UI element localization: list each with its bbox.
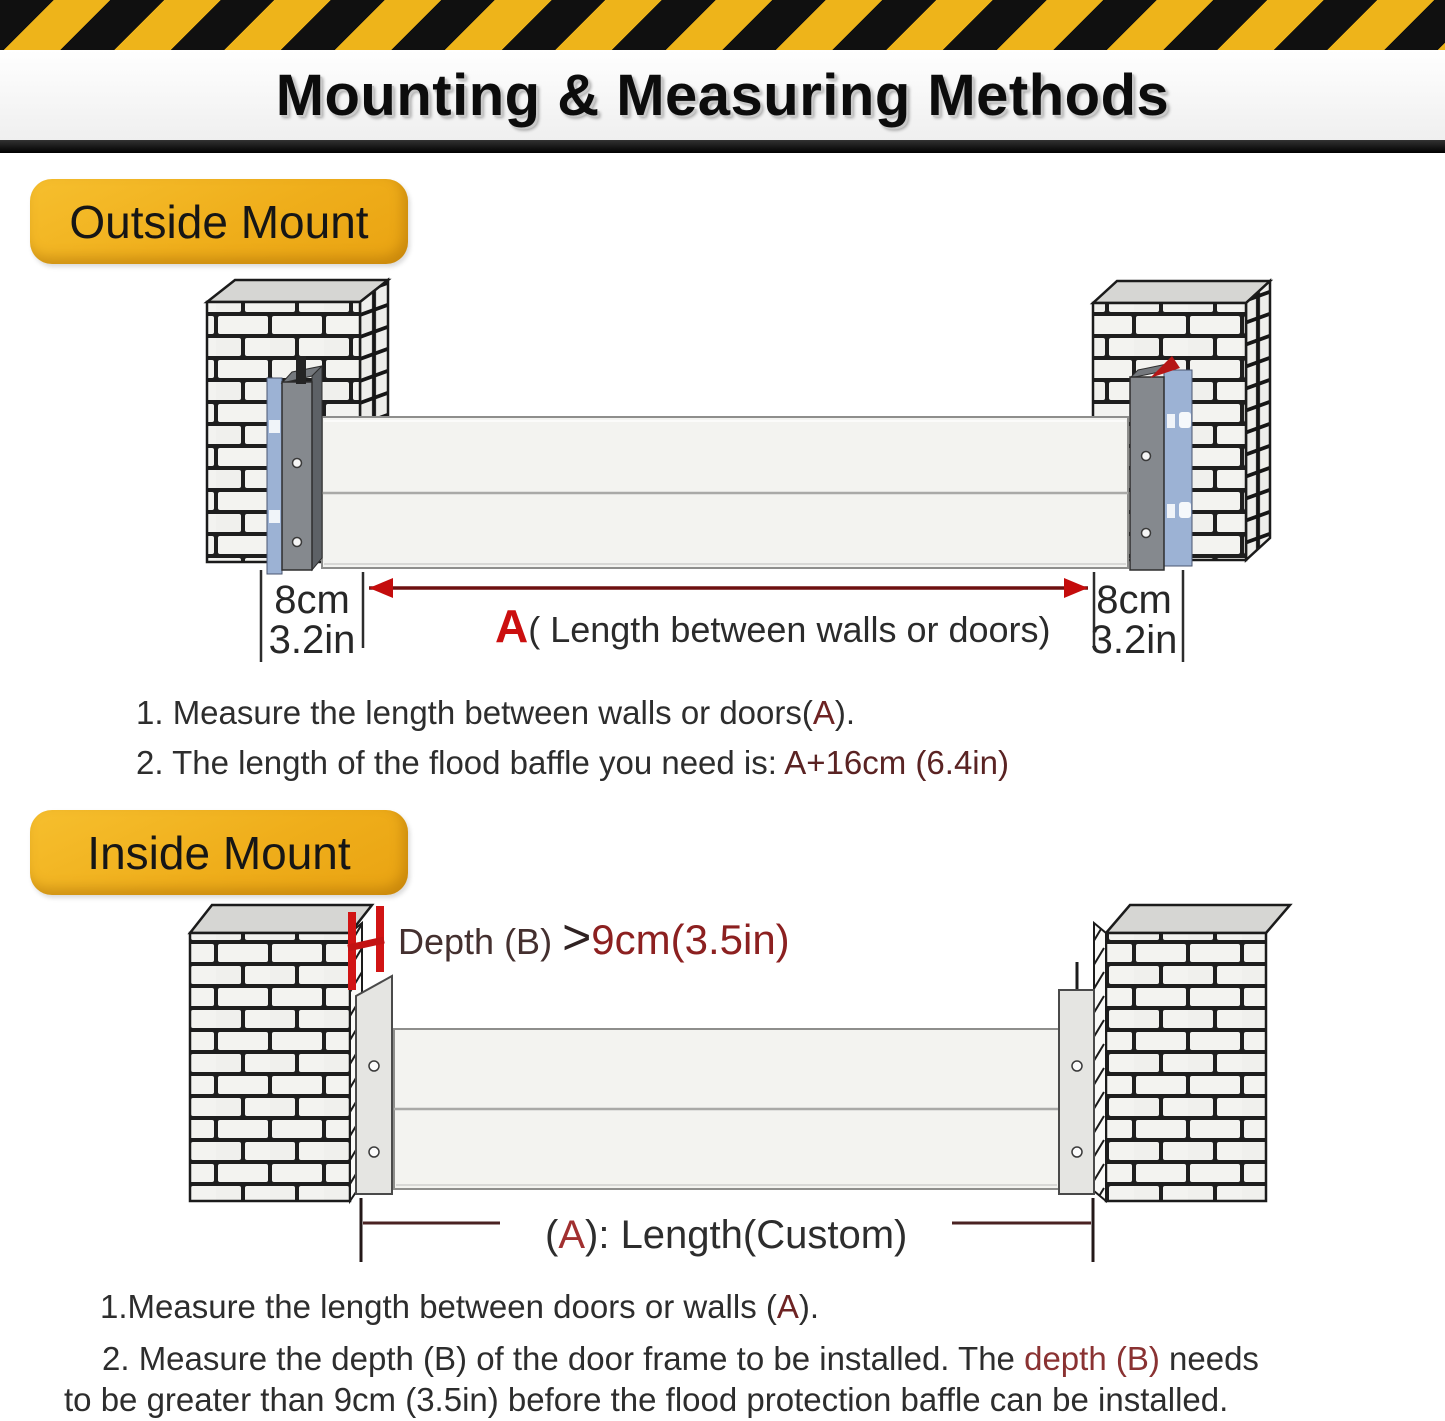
- seal-strip-right: [1164, 370, 1192, 566]
- outside-mount-badge: [30, 179, 408, 264]
- mounting-bracket-left: [356, 976, 392, 1194]
- inside-mount-diagram: [0, 898, 1445, 1292]
- title-band: [0, 50, 1445, 140]
- depth-marker-icon: [348, 906, 384, 990]
- screw-hole: [369, 1061, 379, 1071]
- right-gap-cm-label: 8cm: [1096, 578, 1172, 622]
- screw-hole: [293, 538, 302, 547]
- screw-hole: [369, 1147, 379, 1157]
- outside-mount-badge-label: Outside Mount: [69, 195, 369, 248]
- inside-step-2: 2. Measure the depth (B) of the door frame to be installed. The depth (B) needs: [102, 1340, 1259, 1377]
- arrowhead-left-icon: [369, 578, 393, 598]
- length-measurement: [361, 1198, 1093, 1262]
- left-wall: [190, 905, 372, 1201]
- arrowhead-right-icon: [1064, 578, 1088, 598]
- inside-step-1: 1.Measure the length between doors or walls (A).: [100, 1288, 820, 1325]
- screw-hole: [1072, 1061, 1082, 1071]
- seal-strip-left: [267, 378, 282, 574]
- inside-mount-badge: [30, 810, 408, 895]
- outside-mount-diagram: [0, 270, 1445, 680]
- header-divider-bar: [0, 140, 1445, 153]
- flood-barrier: [394, 1029, 1059, 1189]
- hazard-stripe-banner: [0, 0, 1445, 50]
- flood-barrier: [322, 417, 1128, 568]
- left-gap-in-label: 3.2in: [268, 618, 356, 662]
- outside-step-2: 2. The length of the flood baffle you need is: A+16cm (6.4in): [136, 744, 1009, 781]
- span-length-label: A( Length between walls or doors): [495, 600, 1051, 652]
- depth-label: Depth (B) >9cm(3.5in): [398, 909, 790, 965]
- mounting-channel-left: [267, 356, 322, 574]
- custom-length-label: (A): Length(Custom): [545, 1213, 908, 1257]
- right-wall: [1094, 905, 1290, 1201]
- screw-hole: [1072, 1147, 1082, 1157]
- anchor-pin-left: [296, 356, 306, 384]
- left-gap-cm-label: 8cm: [274, 578, 350, 622]
- outside-step-1: 1. Measure the length between walls or doors(A).: [136, 694, 856, 731]
- screw-hole: [1142, 452, 1151, 461]
- mounting-channel-right: [1130, 356, 1192, 570]
- screw-hole: [1142, 529, 1151, 538]
- inside-step-2-continued: to be greater than 9cm (3.5in) before the flood protection baffle can be installed.: [64, 1381, 1229, 1418]
- mounting-bracket-right: [1059, 962, 1094, 1194]
- right-gap-in-label: 3.2in: [1090, 618, 1178, 662]
- inside-mount-badge-label: Inside Mount: [87, 826, 351, 879]
- width-measurement: [261, 570, 1183, 662]
- screw-hole: [293, 459, 302, 468]
- page-title: Mounting & Measuring Methods: [275, 62, 1170, 128]
